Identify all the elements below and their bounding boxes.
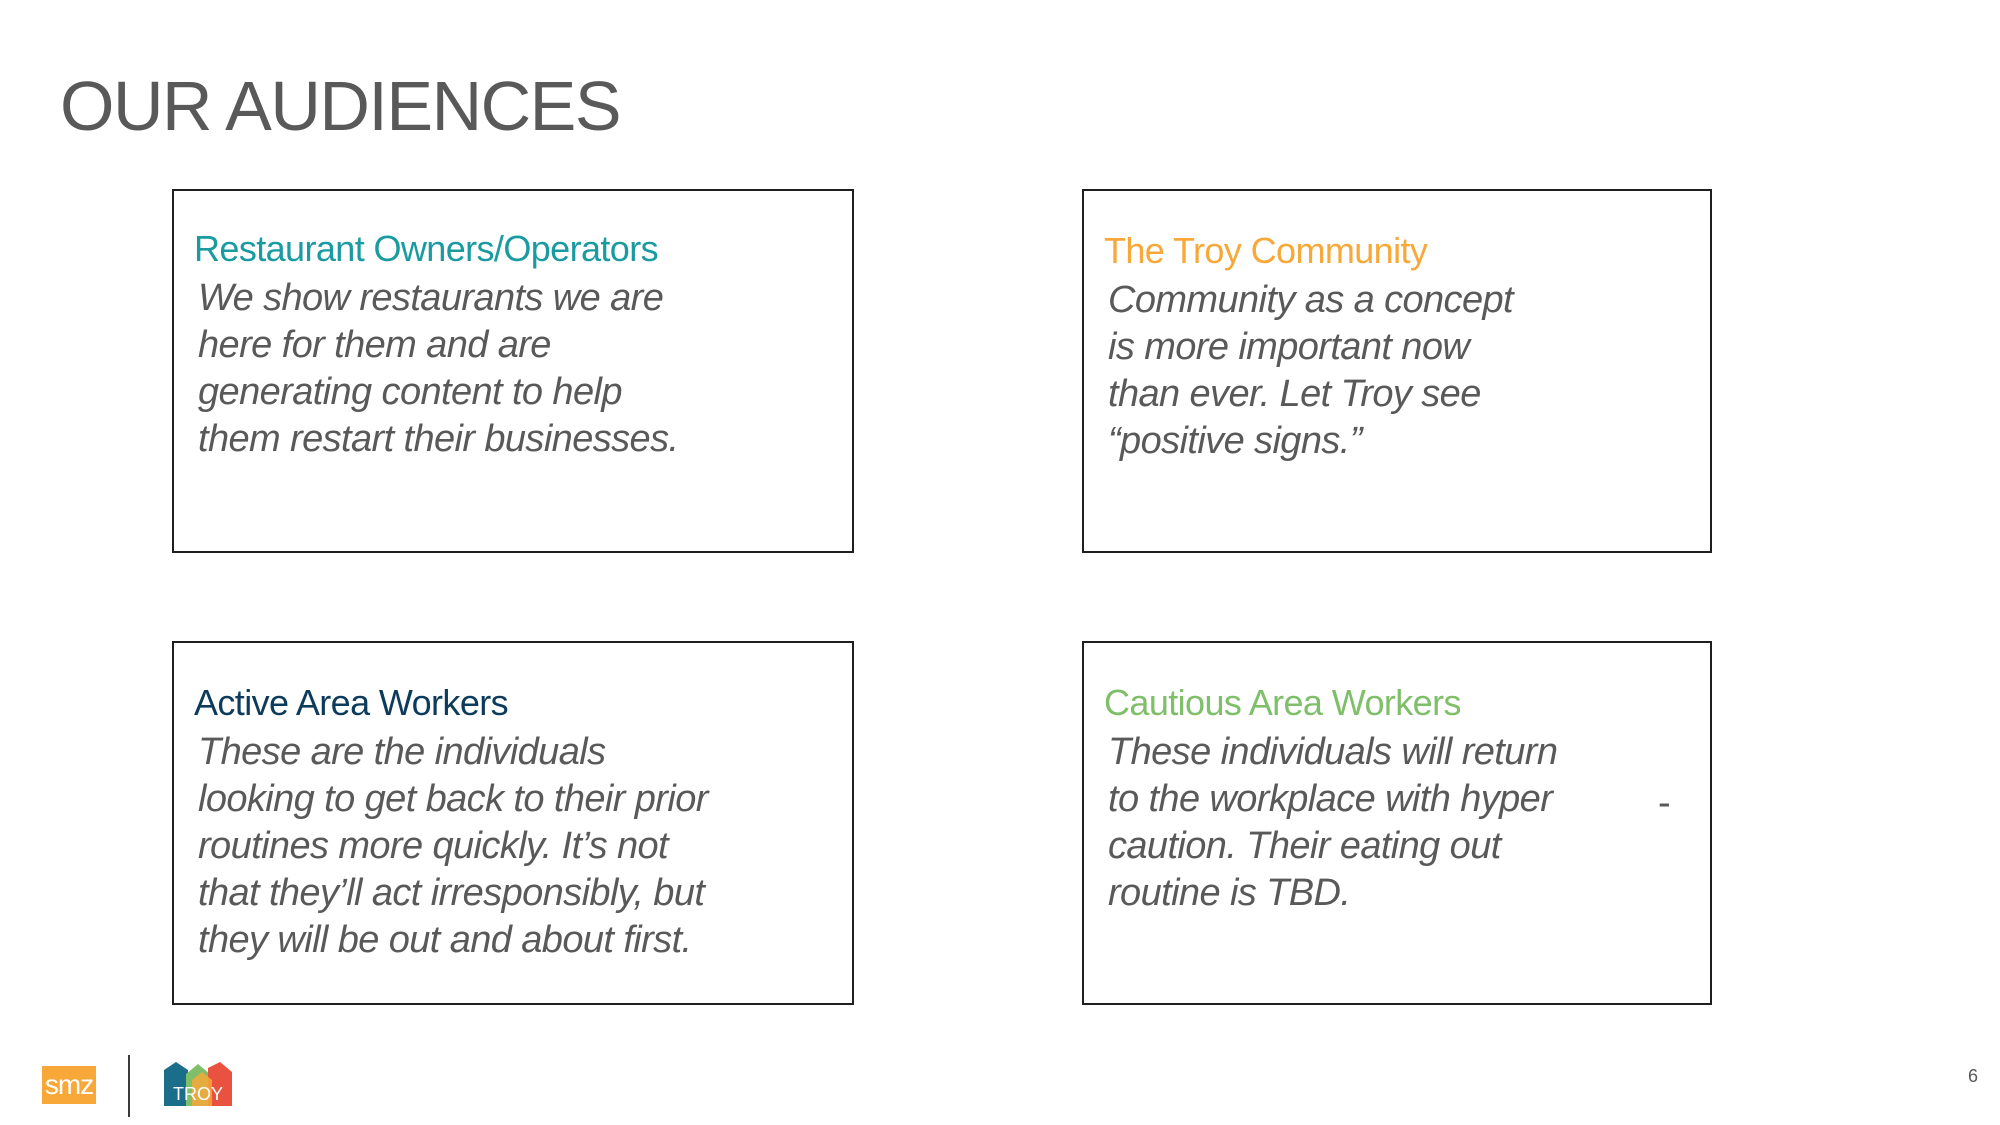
card-body: These individuals will return to the workplace with hyper caution. Their eating out routine is TBD. — [1108, 731, 1558, 914]
card-body: We show restaurants we are here for them and are generating content to help them restart their businesses. — [198, 277, 679, 460]
troy-house-logo-icon — [162, 1060, 234, 1108]
card-body: Community as a concept is more important now than ever. Let Troy see “positive signs.” — [1108, 279, 1513, 462]
footer-divider — [128, 1055, 130, 1117]
page-number: 6 — [1968, 1066, 1979, 1086]
audience-card-active-workers — [172, 641, 854, 1005]
audience-card-restaurant-owners — [172, 189, 854, 553]
audience-card-cautious-workers — [1082, 641, 1712, 1005]
page-title: OUR AUDIENCES — [60, 67, 621, 145]
troy-logo-text: TROY — [172, 1084, 224, 1104]
card-title: Cautious Area Workers — [1104, 682, 1461, 723]
stray-dash: - — [1658, 782, 1671, 824]
card-title: Active Area Workers — [194, 682, 509, 723]
card-title: The Troy Community — [1104, 230, 1428, 271]
card-body: These are the individuals looking to get back to their prior routines more quickly. It’s not that they’ll act irresponsibly, but they will be out and about first. — [198, 731, 708, 961]
card-title: Restaurant Owners/Operators — [194, 228, 658, 269]
audience-card-troy-community — [1082, 189, 1712, 553]
smz-logo: smz — [42, 1066, 96, 1104]
